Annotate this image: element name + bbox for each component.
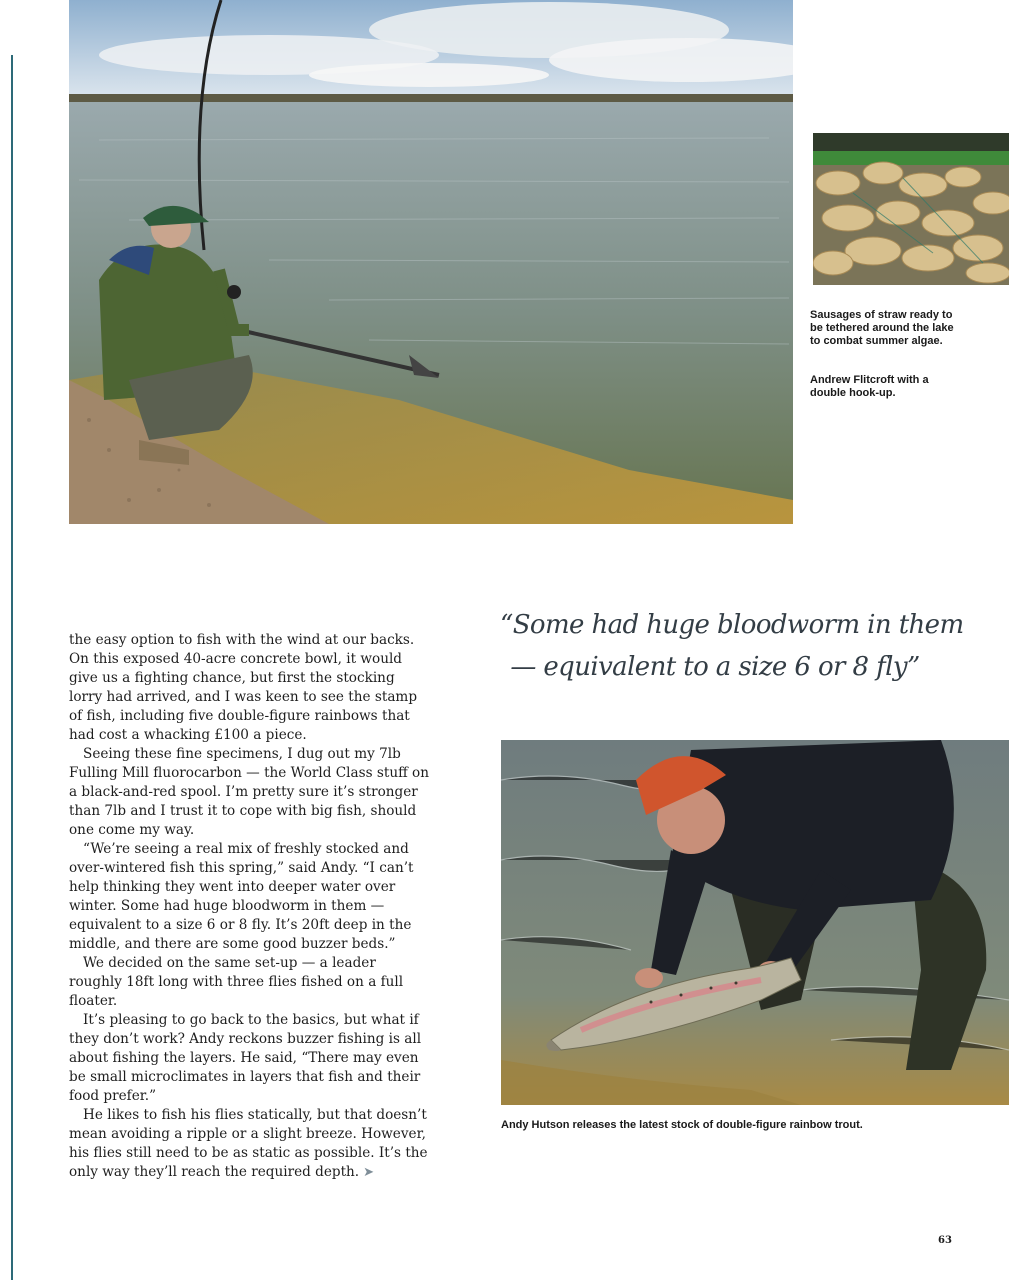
caption-trout-release: Andy Hutson releases the latest stock of double-figure rainbow trout. xyxy=(501,1119,863,1131)
chevron-right-icon: ➤ xyxy=(363,1165,375,1180)
article-paragraph: Seeing these fine specimens, I dug out my 7lb Fulling Mill fluorocarbon — the World Class stuff on a black-and-red spool. I’m pretty sure it’s stronger than 7lb and I trust it to cope with big fish, should one come my way. xyxy=(69,746,429,838)
caption-andrew-flitcroft: Andrew Flitcroft with a double hook-up. xyxy=(810,374,929,399)
article-paragraph-last xyxy=(69,1106,431,1182)
trout-photo-illustration xyxy=(501,740,1009,1105)
article-paragraph: It’s pleasing to go back to the basics, but what if they don’t work? Andy reckons buzzer fishing is all about fishing the layers. He said, “There may even be small microclimates in layers that fish and their food prefer.” xyxy=(69,1012,422,1104)
pull-quote-line-1: “Some had huge bloodworm in them xyxy=(500,610,964,640)
angler-photo-illustration xyxy=(69,0,793,524)
article-paragraph: We decided on the same set-up — a leader roughly 18ft long with three flies fished on a full floater. xyxy=(69,955,404,1009)
photo-angler-netting-fish xyxy=(69,0,793,524)
caption-straw-sausages: Sausages of straw ready to be tethered around the lake to combat summer algae. xyxy=(810,309,954,347)
photo-straw-sausages xyxy=(813,133,1009,285)
page-edge-rule xyxy=(11,55,13,1280)
article-paragraph-last-text: He likes to fish his flies statically, but that doesn’t mean avoiding a ripple or a slight breeze. However, his flies still need to be as static as possible. It’s the only way they’ll reach the required depth. xyxy=(69,1107,428,1180)
photo-trout-release xyxy=(501,740,1009,1105)
pull-quote-line-2: — equivalent to a size 6 or 8 fly” xyxy=(510,652,920,682)
pull-quote xyxy=(500,604,964,688)
article-paragraph: the easy option to fish with the wind at our backs. On this exposed 40-acre concrete bowl, it would give us a fighting chance, but first the stocking lorry had arrived, and I was keen to see the stamp of fish, including five double-figure rainbows that had cost a whacking £100 a piece. xyxy=(69,632,418,743)
page-number: 63 xyxy=(938,1235,952,1246)
article-paragraph: “We’re seeing a real mix of freshly stocked and over-wintered fish this spring,” said Andy. “I can’t help thinking they went into deeper water over winter. Some had huge bloodworm in them — equivalent to a size 6 or 8 fly. It’s 20ft deep in the middle, and there are some good buzzer beds.” xyxy=(69,841,414,952)
straw-photo-illustration xyxy=(813,133,1009,285)
article-body xyxy=(69,631,431,1182)
